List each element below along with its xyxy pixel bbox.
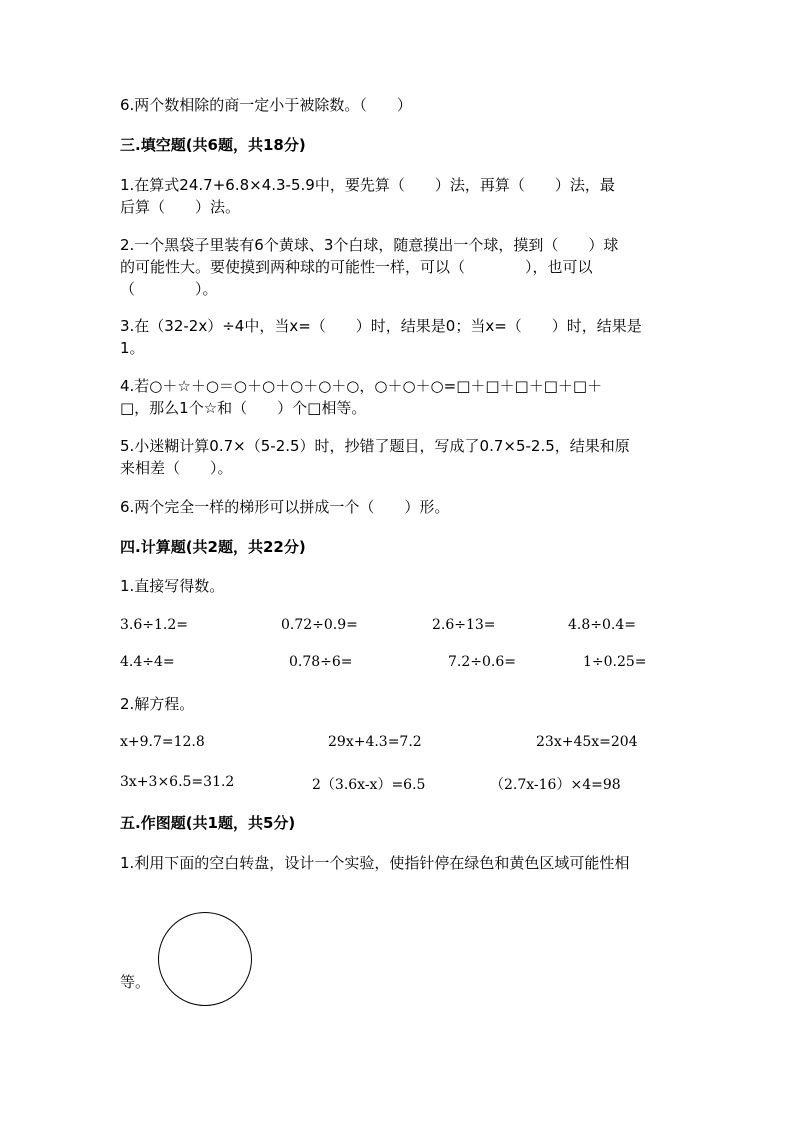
fill-q1-line2: 后算（ ）法。 <box>120 198 241 216</box>
draw-q1: 1.利用下面的空白转盘，设计一个实验，使指针停在绿色和黄色区域可能性相 <box>120 854 630 872</box>
fill-q2-line1: 2.一个黑袋子里装有6个黄球、3个白球，随意摸出一个球，摸到（ ）球 <box>120 236 619 254</box>
equation-item: 29x+4.3=7.2 <box>328 734 422 750</box>
equation-item: 3x+3×6.5=31.2 <box>120 774 235 790</box>
equation-item: 23x+45x=204 <box>536 734 638 750</box>
calc-row2-item: 1÷0.25= <box>583 654 647 670</box>
section-title-calc: 四.计算题(共2题，共22分) <box>120 538 306 556</box>
fill-q5-line1: 5.小迷糊计算0.7×（5-2.5）时，抄错了题目，写成了0.7×5-2.5，结果和原 <box>120 437 630 455</box>
calc-row1-item: 4.8÷0.4= <box>568 617 636 633</box>
fill-q5-line2: 来相差（ ）。 <box>120 459 233 477</box>
calc-row2-item: 7.2÷0.6= <box>448 654 516 670</box>
calc-row2-item: 4.4÷4= <box>120 654 175 670</box>
calc-q1: 1.直接写得数。 <box>120 577 225 595</box>
section-title-fill: 三.填空题(共6题，共18分) <box>120 136 306 154</box>
calc-row1-item: 2.6÷13= <box>432 617 496 633</box>
calc-row2-item: 0.78÷6= <box>289 654 353 670</box>
calc-row1-item: 0.72÷0.9= <box>281 617 358 633</box>
equation-item: （2.7x-16）×4=98 <box>490 777 621 793</box>
draw-q1-end: 等。 <box>120 973 151 991</box>
calc-q2: 2.解方程。 <box>120 695 195 713</box>
equation-item: x+9.7=12.8 <box>120 734 205 750</box>
section-title-draw: 五.作图题(共1题，共5分) <box>120 814 296 832</box>
fill-q1-line1: 1.在算式24.7+6.8×4.3-5.9中，要先算（ ）法，再算（ ）法，最 <box>120 176 615 194</box>
fill-q2-line2: 的可能性大。要使摸到两种球的可能性一样，可以（ ），也可以 <box>120 258 593 276</box>
fill-q6: 6.两个完全一样的梯形可以拼成一个（ ）形。 <box>120 498 450 516</box>
question-tf-6: 6.两个数相除的商一定小于被除数。（ ） <box>120 96 412 114</box>
fill-q3-line2: 1。 <box>120 339 145 357</box>
calc-row1-item: 3.6÷1.2= <box>120 617 188 633</box>
blank-spinner-circle <box>158 912 252 1006</box>
fill-q4-line2: □，那么1个☆和（ ）个□相等。 <box>120 399 367 417</box>
fill-q3-line1: 3.在（32-2x）÷4中，当x=（ ）时，结果是0；当x=（ ）时，结果是 <box>120 317 642 335</box>
fill-q4-line1: 4.若○＋☆＋○＝○＋○＋○＋○＋○，○＋○＋○=□＋□＋□＋□＋□＋ <box>120 377 603 395</box>
fill-q2-line3: （ ）。 <box>120 280 218 298</box>
equation-item: 2（3.6x-x）=6.5 <box>312 777 426 793</box>
